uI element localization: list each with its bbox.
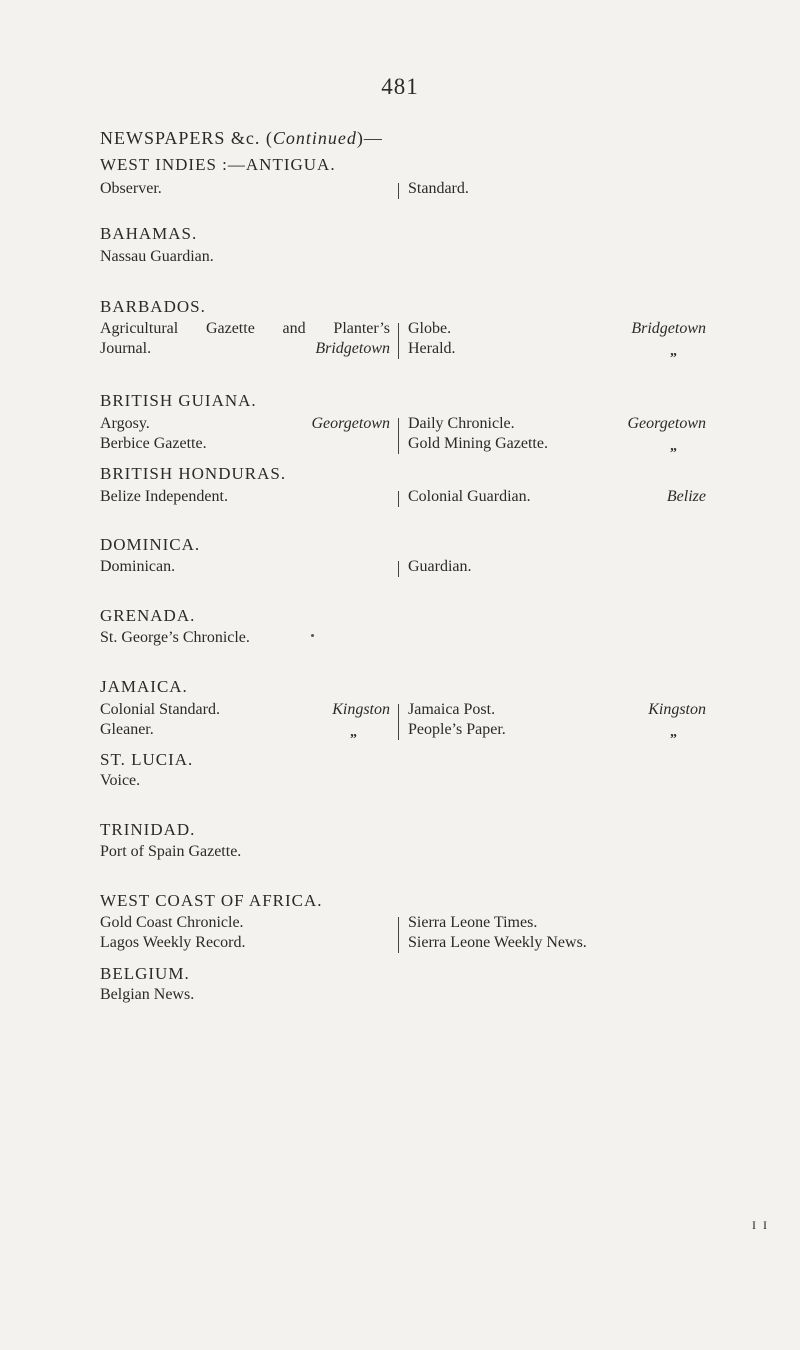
honduras-entry-1: Belize Independent. [100,488,228,505]
section-barbados: BARBADOS. [100,297,206,316]
section-belgium: BELGIUM. [100,964,190,983]
guiana-entry-4: Gold Mining Gazette. [408,435,548,452]
ditto-mark: „ [350,725,357,740]
ditto-mark: „ [670,344,677,359]
jamaica-place-1: Kingston [332,701,390,718]
section-dominica: DOMINICA. [100,535,201,554]
jamaica-entry-2: Gleaner. [100,721,154,738]
ditto-mark: „ [670,439,677,454]
column-divider [398,323,399,359]
section-trinidad: TRINIDAD. [100,820,196,839]
honduras-place-1: Belize [666,488,706,505]
africa-entry-4: Sierra Leone Weekly News. [408,934,587,951]
barbados-entry-2: Globe. [408,320,452,337]
section-british-guiana: BRITISH GUIANA. [100,391,257,410]
barbados-place-1: Bridgetown [315,340,390,357]
section-west-coast-africa: WEST COAST OF AFRICA. [100,891,323,910]
column-divider [398,917,399,953]
africa-entry-3: Sierra Leone Times. [408,914,538,931]
dominica-entry-1: Dominican. [100,558,176,575]
page-number: 481 [381,74,419,99]
section-bahamas: BAHAMAS. [100,224,198,243]
africa-entry-2: Lagos Weekly Record. [100,934,246,951]
heading-suffix: )— [356,128,383,148]
column-divider [398,183,399,199]
guiana-entry-3: Daily Chronicle. [408,415,515,432]
heading-continued: Continued [272,128,357,148]
section-grenada: GRENADA. [100,606,196,625]
guiana-place-1: Georgetown [311,415,390,432]
stray-mark [311,634,314,637]
grenada-entry-1: St. George’s Chronicle. [100,629,250,646]
column-divider [398,418,399,454]
st-lucia-entry-1: Voice. [100,772,141,789]
ditto-mark: „ [670,725,677,740]
jamaica-entry-1: Colonial Standard. [100,701,220,718]
section-jamaica: JAMAICA. [100,677,188,696]
antigua-entry-1: Observer. [100,180,162,197]
section-british-honduras: BRITISH HONDURAS. [100,464,287,483]
antigua-entry-2: Standard. [408,180,469,197]
bahamas-entry-1: Nassau Guardian. [100,248,214,265]
region-heading: WEST INDIES :—ANTIGUA. [100,155,336,174]
jamaica-place-2: Kingston [648,701,706,718]
section-st-lucia: ST. LUCIA. [100,750,194,769]
dominica-entry-2: Guardian. [408,558,472,575]
column-divider [398,491,399,507]
jamaica-entry-3: Jamaica Post. [408,701,496,718]
trinidad-entry-1: Port of Spain Gazette. [100,843,242,860]
barbados-entry-1-cont: Journal. [100,340,152,357]
heading-prefix: NEWSPAPERS &c. ( [100,128,273,148]
jamaica-entry-4: People’s Paper. [408,721,506,738]
barbados-entry-1: Agricultural Gazette and Planter’s [100,320,390,337]
page-heading [100,128,383,149]
column-divider [398,704,399,740]
belgium-entry-1: Belgian News. [100,986,195,1003]
guiana-entry-1: Argosy. [100,415,150,432]
column-divider [398,561,399,577]
africa-entry-1: Gold Coast Chronicle. [100,914,244,931]
guiana-place-2: Georgetown [627,415,706,432]
barbados-entry-3: Herald. [408,340,456,357]
barbados-place-2: Bridgetown [631,320,706,337]
sheet-signature-mark: I I [752,1218,769,1232]
honduras-entry-2: Colonial Guardian. [408,488,531,505]
guiana-entry-2: Berbice Gazette. [100,435,207,452]
